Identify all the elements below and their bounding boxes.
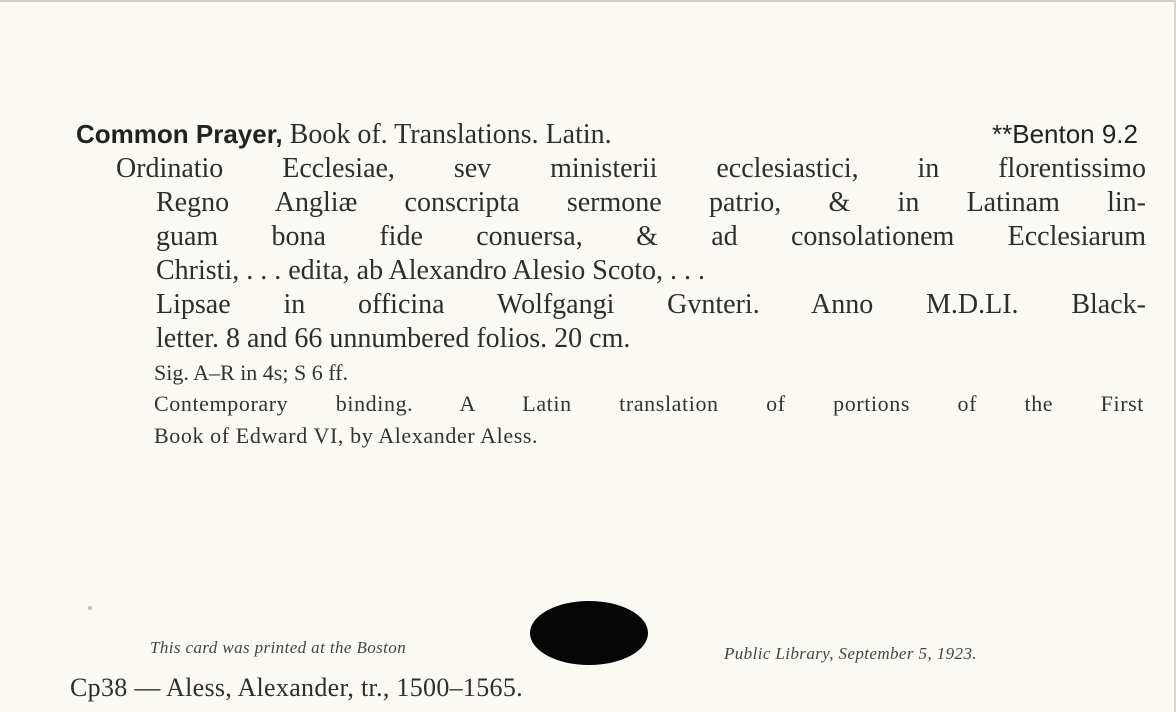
paper-speck bbox=[88, 606, 92, 610]
binding-note: Book of Edward VI, by Alexander Aless. bbox=[154, 423, 539, 448]
title-line: Regno Angliæ conscripta sermone patrio, & in Latinam lin- bbox=[156, 187, 1146, 218]
imprint-line: Lipsae in officina Wolfgangi Gvnteri. Anno M.D.LI. Black- bbox=[156, 289, 1146, 320]
title-line: Christi, . . . edita, ab Alexandro Alesio Scoto, . . . bbox=[156, 255, 706, 286]
signatures-note: Sig. A–R in 4s; S 6 ff. bbox=[154, 360, 348, 385]
heading-subject: Common Prayer, bbox=[76, 119, 283, 149]
printer-note-right: Public Library, September 5, 1923. bbox=[724, 644, 977, 663]
title-line: Ordinatio Ecclesiae, sev ministerii ecclesiastici, in florentissimo bbox=[116, 153, 1146, 184]
punch-hole bbox=[530, 601, 648, 665]
binding-note: Contemporary binding. A Latin translation of portions of the First bbox=[154, 391, 1144, 416]
heading-line bbox=[76, 114, 1144, 154]
tracing-line: Cp38 — Aless, Alexander, tr., 1500–1565. bbox=[70, 673, 523, 702]
title-line: guam bona fide conuersa, & ad consolationem Ecclesiarum bbox=[156, 221, 1146, 252]
title-block bbox=[116, 152, 1146, 356]
call-number: **Benton 9.2 bbox=[991, 119, 1138, 149]
heading-subtitle: Book of. Translations. Latin. bbox=[282, 119, 612, 150]
printer-note-left: This card was printed at the Boston bbox=[150, 638, 407, 657]
notes-block bbox=[154, 358, 1144, 452]
collation-line: letter. 8 and 66 unnumbered folios. 20 cm. bbox=[156, 323, 631, 354]
